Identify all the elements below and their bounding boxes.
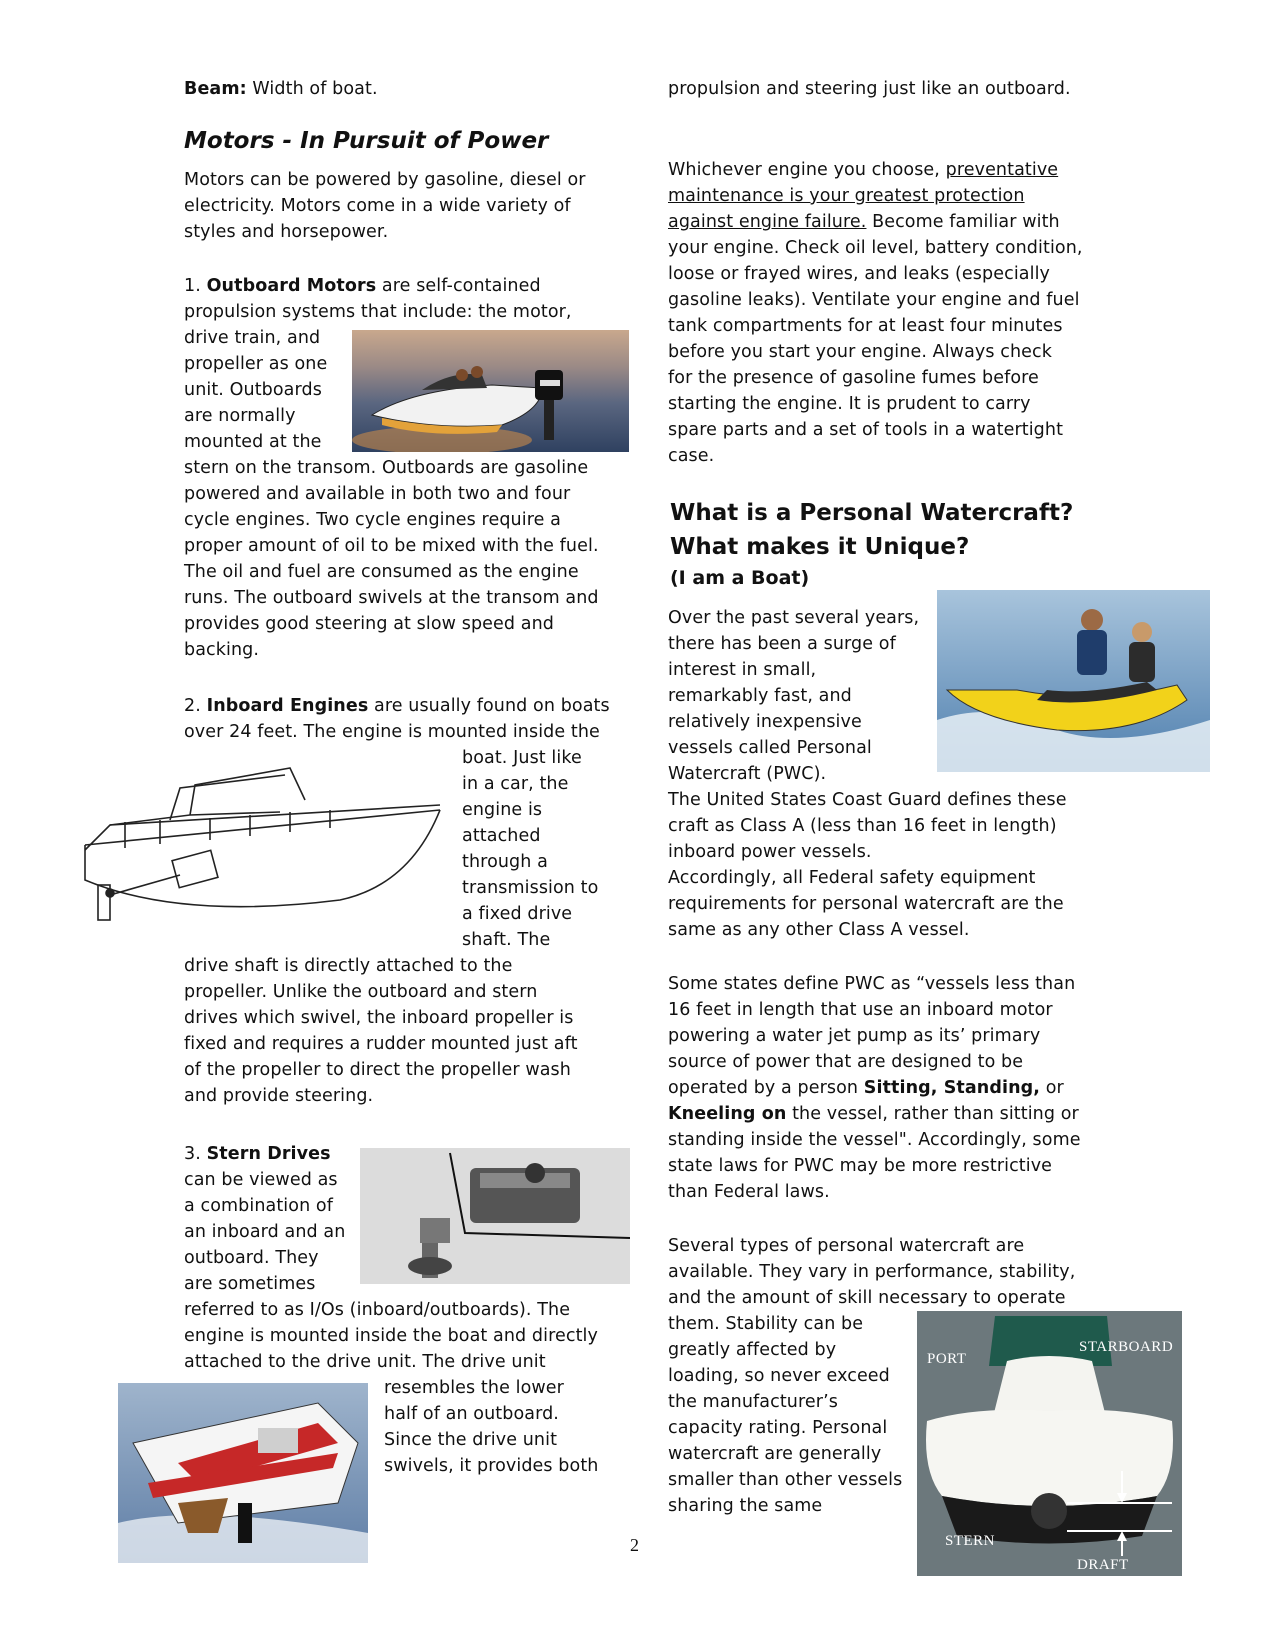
outboard-lead-text: are self-contained: [376, 276, 541, 296]
outboard-line: are normally: [184, 406, 296, 426]
stern-line: a combination of: [184, 1196, 333, 1216]
maint-underlined: against engine failure.: [668, 212, 867, 232]
inboard-lead-text: are usually found on boats: [368, 696, 610, 716]
inboard-boat-diagram: [80, 760, 450, 930]
beam-definition: [184, 76, 378, 102]
outboard-line: drive train, and: [184, 328, 321, 348]
states-line: [668, 1101, 1079, 1127]
outboard-line: unit. Outboards: [184, 380, 322, 400]
maint-underlined-line: maintenance is your greatest protection: [668, 186, 1025, 206]
states-text: the vessel, rather than sitting or: [786, 1104, 1079, 1124]
states-line: [668, 1075, 1064, 1101]
stern-line: attached to the drive unit. The drive unit: [184, 1352, 546, 1372]
stern-line: resembles the lower: [384, 1378, 564, 1398]
pwc-line: relatively inexpensive: [668, 712, 862, 732]
maint-line: before you start your engine. Always check: [668, 342, 1052, 362]
beam-text: Width of boat.: [246, 79, 378, 99]
stern-line: engine is mounted inside the boat and directly: [184, 1326, 598, 1346]
pwc-line: The United States Coast Guard defines these: [668, 790, 1067, 810]
maint-line: loose or frayed wires, and leaks (especially: [668, 264, 1050, 284]
outboard-motor-photo: [352, 330, 629, 452]
types-line: smaller than other vessels: [668, 1470, 903, 1490]
states-line: powering a water jet pump as its’ primary: [668, 1026, 1041, 1046]
maint-line: [668, 157, 1058, 183]
pwc-line: Watercraft (PWC).: [668, 764, 827, 784]
states-bold: Sitting, Standing,: [863, 1078, 1041, 1098]
stern-line: Since the drive unit: [384, 1430, 558, 1450]
stern-line: referred to as I/Os (inboard/outboards). The: [184, 1300, 571, 1320]
inboard-line: a fixed drive: [462, 904, 573, 924]
stern-term: Stern Drives: [206, 1144, 331, 1164]
stern-label: STERN: [945, 1533, 996, 1549]
port-label: PORT: [927, 1351, 967, 1367]
outboard-boat-image: [352, 330, 629, 452]
inboard-line: and provide steering.: [184, 1086, 374, 1106]
inboard-line: boat. Just like: [462, 748, 582, 768]
types-line: and the amount of skill necessary to operate: [668, 1288, 1066, 1308]
states-text: or: [1040, 1078, 1064, 1098]
stern-line: outboard. They: [184, 1248, 319, 1268]
inboard-line: of the propeller to direct the propeller wash: [184, 1060, 571, 1080]
states-bold: Kneeling on: [668, 1104, 787, 1124]
stern-line: are sometimes: [184, 1274, 316, 1294]
continued-line: propulsion and steering just like an outboard.: [668, 79, 1071, 99]
stern-drive-boat-image: [118, 1383, 368, 1563]
types-line: available. They vary in performance, stability,: [668, 1262, 1076, 1282]
maint-line: spare parts and a set of tools in a watertight: [668, 420, 1064, 440]
pwc-line: Accordingly, all Federal safety equipment: [668, 868, 1036, 888]
intro-line: Motors can be powered by gasoline, diesel or: [184, 170, 586, 190]
types-line: capacity rating. Personal: [668, 1418, 888, 1438]
outboard-line: stern on the transom. Outboards are gasoline: [184, 458, 589, 478]
stern-line: can be viewed as: [184, 1170, 338, 1190]
pwc-heading: What is a Personal Watercraft?: [670, 500, 1074, 526]
outboard-line: mounted at the: [184, 432, 322, 452]
outboard-line: propeller as one: [184, 354, 328, 374]
outboard-line: provides good steering at slow speed and: [184, 614, 554, 634]
types-line: watercraft are generally: [668, 1444, 882, 1464]
outboard-line: backing.: [184, 640, 260, 660]
types-line: Several types of personal watercraft are: [668, 1236, 1025, 1256]
maint-line: case.: [668, 446, 715, 466]
maint-line: your engine. Check oil level, battery condition,: [668, 238, 1083, 258]
outboard-line: proper amount of oil to be mixed with the fuel.: [184, 536, 599, 556]
inboard-line: engine is: [462, 800, 543, 820]
inboard-line: in a car, the: [462, 774, 569, 794]
inboard-engine-drawing: [80, 760, 450, 930]
states-line: than Federal laws.: [668, 1182, 830, 1202]
inboard-line: propeller. Unlike the outboard and stern: [184, 982, 538, 1002]
types-line: loading, so never exceed: [668, 1366, 890, 1386]
inboard-line: attached: [462, 826, 541, 846]
stern-line: swivels, it provides both: [384, 1456, 599, 1476]
states-text: operated by a person: [668, 1078, 864, 1098]
inboard-line: transmission to: [462, 878, 599, 898]
intro-line: styles and horsepower.: [184, 222, 389, 242]
outboard-lead: [184, 273, 541, 299]
states-line: Some states define PWC as “vessels less than: [668, 974, 1076, 994]
outboard-line: powered and available in both two and four: [184, 484, 571, 504]
pwc-subheading: (I am a Boat): [670, 567, 810, 589]
intro-line: electricity. Motors come in a wide variety of: [184, 196, 571, 216]
states-line: state laws for PWC may be more restrictive: [668, 1156, 1053, 1176]
page-number: 2: [630, 1535, 639, 1555]
pwc-line: craft as Class A (less than 16 feet in length): [668, 816, 1057, 836]
outboard-line: cycle engines. Two cycle engines require a: [184, 510, 561, 530]
inboard-line: fixed and requires a rudder mounted just aft: [184, 1034, 578, 1054]
states-line: 16 feet in length that use an inboard motor: [668, 1000, 1053, 1020]
stern-line: half of an outboard.: [384, 1404, 559, 1424]
outboard-line: propulsion systems that include: the motor,: [184, 302, 572, 322]
motors-heading: Motors - In Pursuit of Power: [184, 128, 549, 154]
item-number: 3.: [184, 1144, 201, 1164]
item-number: 2.: [184, 696, 201, 716]
maint-underlined: preventative: [945, 160, 1059, 180]
beam-term: Beam:: [184, 79, 247, 99]
pwc-line: inboard power vessels.: [668, 842, 872, 862]
types-line: sharing the same: [668, 1496, 823, 1516]
outboard-line: runs. The outboard swivels at the transom and: [184, 588, 599, 608]
types-line: them. Stability can be: [668, 1314, 864, 1334]
types-line: greatly affected by: [668, 1340, 837, 1360]
inboard-line: drives which swivel, the inboard propeller is: [184, 1008, 574, 1028]
states-line: standing inside the vessel". Accordingly, some: [668, 1130, 1081, 1150]
maint-line: gasoline leaks). Ventilate your engine and fuel: [668, 290, 1080, 310]
inboard-line: over 24 feet. The engine is mounted inside the: [184, 722, 600, 742]
maint-text: Whichever engine you choose,: [668, 160, 946, 180]
pwc-line: interest in small,: [668, 660, 817, 680]
item-number: 1.: [184, 276, 201, 296]
pwc-line: vessels called Personal: [668, 738, 872, 758]
pwc-line: there has been a surge of: [668, 634, 896, 654]
outboard-term: Outboard Motors: [206, 276, 377, 296]
pwc-heading: What makes it Unique?: [670, 534, 970, 560]
stern-drive-boat-photo: [118, 1383, 368, 1563]
pwc-line: requirements for personal watercraft are the: [668, 894, 1064, 914]
inboard-lead: [184, 693, 610, 719]
inboard-line: drive shaft is directly attached to the: [184, 956, 513, 976]
stern-line: an inboard and an: [184, 1222, 346, 1242]
maint-line: [668, 209, 1060, 235]
stern-drive-image: [360, 1148, 630, 1284]
stern-lead: [184, 1141, 331, 1167]
maint-line: tank compartments for at least four minutes: [668, 316, 1063, 336]
starboard-label: STARBOARD: [1079, 1339, 1174, 1355]
pwc-line: same as any other Class A vessel.: [668, 920, 970, 940]
states-line: source of power that are designed to be: [668, 1052, 1024, 1072]
maint-text: Become familiar with: [866, 212, 1060, 232]
maint-line: for the presence of gasoline fumes before: [668, 368, 1039, 388]
pwc-line: Over the past several years,: [668, 608, 920, 628]
inboard-line: through a: [462, 852, 548, 872]
inboard-line: shaft. The: [462, 930, 551, 950]
pwc-line: remarkably fast, and: [668, 686, 852, 706]
pwc-riders-image: [937, 590, 1210, 772]
pwc-rear-view-figure: [917, 1311, 1182, 1576]
maint-line: starting the engine. It is prudent to carry: [668, 394, 1031, 414]
draft-label: DRAFT: [1077, 1557, 1129, 1573]
inboard-term: Inboard Engines: [206, 696, 369, 716]
pwc-photo: [937, 590, 1210, 772]
types-line: the manufacturer’s: [668, 1392, 838, 1412]
stern-drive-photo: [360, 1148, 630, 1284]
outboard-line: The oil and fuel are consumed as the engine: [184, 562, 579, 582]
